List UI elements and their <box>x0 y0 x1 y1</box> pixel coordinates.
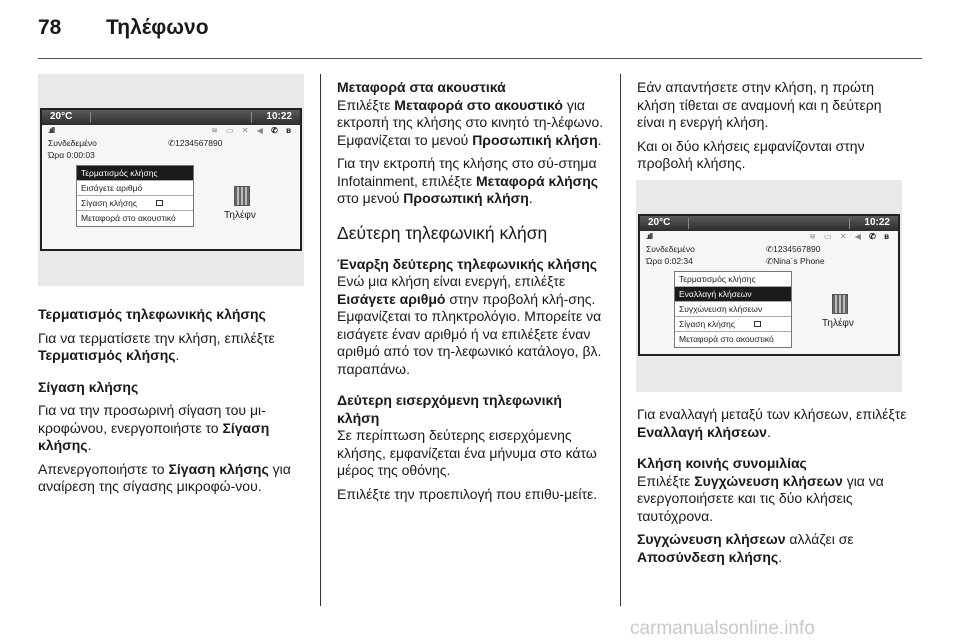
bold-term: Προσωπική κλήση <box>472 131 598 148</box>
bold-term: Μεταφορά κλήσης <box>476 172 599 189</box>
paragraph-both-calls: Και οι δύο κλήσεις εμφανίζονται στην προβολή κλήσης. <box>637 137 865 171</box>
text-run: Για εναλλαγή μεταξύ των κλήσεων, επιλέξτε <box>637 406 907 422</box>
menu-item-merge-calls[interactable]: Συγχώνευση κλήσεων <box>675 302 791 317</box>
text-run: Επιλέξτε <box>337 96 391 113</box>
text-run: Απενεργοποιήστε το <box>38 460 165 477</box>
bluetooth-icon: ʙ <box>884 232 892 241</box>
topbar-separator <box>849 218 850 229</box>
status-icons <box>211 126 294 135</box>
paragraph-start-second <box>337 273 607 378</box>
page-number: 78 <box>38 16 62 39</box>
page-title: Τηλέφωνο <box>106 16 209 39</box>
second-caller: ✆Nina´s Phone <box>766 256 825 266</box>
paragraph-redirect: Για την εκτροπή της κλήσης στο σύ-στημα Infotainment, επιλέξτε Μεταφορά κλήσης στο μενού Προσωπική κλήση. <box>337 155 599 206</box>
paragraph-answer: Εάν απαντήσετε στην κλήση, η πρώτη κλήση τίθεται σε αναμονή και η δεύτερη είναι η ενεργή κλήση. <box>637 79 882 130</box>
phone-app-icon <box>832 294 848 314</box>
second-caller-text: Nina´s Phone <box>773 256 825 266</box>
status-icons-group: ≋ ▭ ✕ ◀ <box>809 232 864 241</box>
page-header <box>38 16 209 46</box>
signal-strength-icon: .ııll <box>646 232 653 241</box>
topbar-separator <box>90 112 91 123</box>
topbar-separator <box>688 218 689 229</box>
call-number: ✆1234567890 <box>168 138 223 148</box>
call-duration: Ώρα 0:02:34 <box>646 256 693 266</box>
paragraph-mute: Για να την προσωρινή σίγαση του μι-κροφώνου, ενεργοποιήστε το Σίγαση κλήσης. <box>38 402 270 453</box>
paragraph-option: Επιλέξτε την προεπιλογή που επιθυ-μείτε. <box>337 485 598 502</box>
clock-readout: 10:22 <box>266 111 292 122</box>
heading-end-call: Τερματισμός τηλεφωνικής κλήσης <box>38 306 266 322</box>
column-divider-2 <box>620 74 621 606</box>
heading-transfer: Μεταφορά στα ακουστικά <box>337 79 506 95</box>
menu-item-swap-calls[interactable]: Εναλλαγή κλήσεων <box>675 287 791 302</box>
text-run: στην προβολή κλή-σης. Εμφανίζεται το πληκτρολόγιο. Μπορείτε να εισάγετε έναν αριθμό ή να επιλέξετε έναν αριθμό από τον τη-λεφωνικό κατάλογο, βλ. παραπάνω. <box>337 290 602 377</box>
text-run: Για την εκτροπή της κλήσης στο σύ-στημα Infotainment, επιλέξτε <box>337 155 597 189</box>
call-menu <box>76 165 194 227</box>
phone-app-label: Τηλέφν <box>822 318 854 329</box>
paragraph-conference <box>637 473 909 526</box>
menu-item-transfer-handset[interactable]: Μεταφορά στο ακουστικό <box>81 213 176 223</box>
infotainment-screen-1 <box>40 108 302 251</box>
menu-item-mute-call[interactable] <box>675 317 791 332</box>
header-divider <box>38 58 922 59</box>
bold-term: Σίγαση κλήσης <box>168 460 269 477</box>
heading-conference: Κλήση κοινής συνομιλίας <box>637 455 807 471</box>
screen-figure-1 <box>38 74 304 286</box>
menu-item-mute-call[interactable] <box>77 196 193 211</box>
text-run: Για να την προσωρινή σίγαση του μι-κροφώνου, ενεργοποιήστε το <box>38 402 266 436</box>
signal-strength-icon: .ııll <box>48 126 55 135</box>
status-row <box>48 126 294 137</box>
watermark: carmanualsonline.info <box>630 618 815 639</box>
bold-term: Εισάγετε αριθμό <box>337 290 446 307</box>
column-1 <box>38 306 310 502</box>
clock-readout: 10:22 <box>864 217 890 228</box>
text-run: Για να τερματίσετε την κλήση, επιλέξτε <box>38 329 275 346</box>
screen-topbar <box>640 216 898 231</box>
bold-term: Μεταφορά στο ακουστικό <box>394 96 563 113</box>
phone-handset-icon: ✆ <box>869 232 879 241</box>
paragraph-merge: Συγχώνευση κλήσεων αλλάζει σε Αποσύνδεση κλήσης. <box>637 531 854 565</box>
text-run: αλλάζει σε <box>789 531 854 547</box>
column-divider-1 <box>320 74 321 606</box>
section-heading-second-call: Δεύτερη τηλεφωνική κλήση <box>337 222 548 243</box>
menu-item-transfer-handset[interactable]: Μεταφορά στο ακουστικό <box>679 334 774 344</box>
call-menu <box>674 271 792 348</box>
column-3-top <box>637 79 909 179</box>
text-run: για εκτροπή της κλήσης στο κινητό τη-λέφωνο. Εμφανίζεται το μενού <box>337 96 604 148</box>
menu-item-label: Σίγαση κλήσης <box>679 319 735 329</box>
heading-start-second: Έναρξη δεύτερης τηλεφωνικής κλήσης <box>337 255 598 272</box>
call-duration: Ώρα 0:00:03 <box>48 150 95 160</box>
text-run: Ενώ μια κλήση είναι ενεργή, επιλέξτε <box>337 273 566 289</box>
call-number: ✆1234567890 <box>766 244 821 254</box>
heading-incoming: Δεύτερη εισερχόμενη τηλεφωνική κλήση <box>337 392 562 426</box>
text-run: Επιλέξτε <box>637 472 691 489</box>
connection-status: Συνδεδεμένο <box>48 138 97 148</box>
screen-figure-2 <box>636 180 902 392</box>
topbar-separator <box>251 112 252 123</box>
bold-term: Αποσύνδεση κλήσης <box>637 548 779 565</box>
bold-term: Συγχώνευση κλήσεων <box>694 472 843 489</box>
paragraph-transfer: Επιλέξτε Μεταφορά στο ακουστικό για εκτροπή της κλήσης στο κινητό τη-λέφωνο. Εμφανίζεται το μενού Προσωπική κλήση. <box>337 96 604 148</box>
status-icons-group: ≋ ▭ ✕ ◀ <box>211 126 266 135</box>
paragraph-incoming: Σε περίπτωση δεύτερης εισερχόμενης κλήσης, εμφανίζεται ένα μήνυμα στο κάτω μέρος της οθόνης. <box>337 427 597 478</box>
bold-term: Σίγαση κλήσης <box>38 419 270 453</box>
temperature-readout: 20°C <box>50 111 73 122</box>
bold-term: Εναλλαγή κλήσεων <box>637 423 767 440</box>
text-run: για να ενεργοποιήσετε και τις δύο κλήσεις ταυτόχρονα. <box>637 472 884 524</box>
bold-term: Τερματισμός κλήσης <box>38 347 176 363</box>
paragraph-switch: Για εναλλαγή μεταξύ των κλήσεων, επιλέξτε Εναλλαγή κλήσεων. <box>637 406 907 440</box>
temperature-readout: 20°C <box>648 217 671 228</box>
status-row <box>646 232 892 243</box>
bold-term: Προσωπική κλήση <box>403 190 529 206</box>
text-run: στο μενού <box>337 190 400 206</box>
paragraph-unmute <box>38 461 310 496</box>
status-icons <box>809 232 892 241</box>
heading-mute: Σίγαση κλήσης <box>38 378 139 395</box>
bluetooth-icon: ʙ <box>286 126 294 135</box>
menu-item-label: Σίγαση κλήσης <box>81 198 137 208</box>
column-3-bottom <box>637 406 909 572</box>
text-run: για αναίρεση της σίγασης μικροφώ-νου. <box>38 460 291 494</box>
paragraph-end-call: Για να τερματίσετε την κλήση, επιλέξτε Τερματισμός κλήσης. <box>38 329 275 363</box>
menu-item-end-call[interactable]: Τερματισμός κλήσης <box>675 272 791 287</box>
column-2 <box>337 79 607 509</box>
screen-topbar <box>42 110 300 125</box>
infotainment-screen-2 <box>638 214 900 356</box>
bold-term: Συγχώνευση κλήσεων <box>637 531 786 547</box>
call-number-text: 1234567890 <box>175 138 223 148</box>
connection-status: Συνδεδεμένο <box>646 244 695 254</box>
phone-app-icon <box>234 186 250 206</box>
phone-app-label: Τηλέφν <box>224 210 256 221</box>
call-number-text: 1234567890 <box>773 244 821 254</box>
menu-item-enter-number[interactable]: Εισάγετε αριθμό <box>77 181 193 196</box>
checkbox-icon <box>754 321 761 327</box>
menu-item-end-call[interactable]: Τερματισμός κλήσης <box>77 166 193 181</box>
checkbox-icon <box>156 200 163 206</box>
phone-handset-icon: ✆ <box>271 126 281 135</box>
